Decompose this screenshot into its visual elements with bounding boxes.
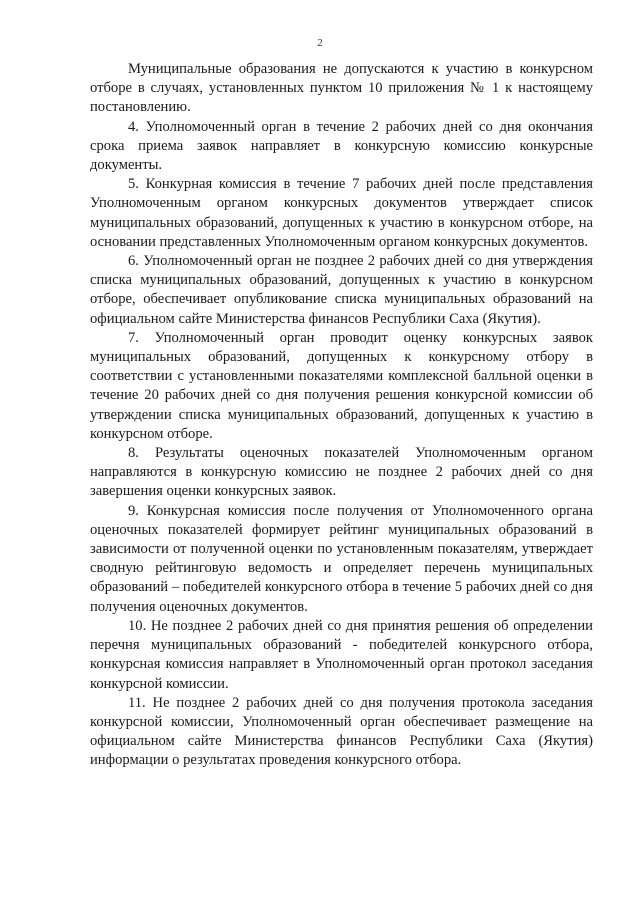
page-number: 2 — [317, 37, 323, 49]
paragraph-item-8: 8. Результаты оценочных показателей Уполномоченным органом направляются в конкурсную комиссию не позднее 2 рабочих дней со дня завершения оценки конкурсных заявок. — [90, 445, 593, 500]
paragraph-item-11: 11. Не позднее 2 рабочих дней со дня получения протокола заседания конкурсной комиссии, Уполномоченный орган обеспечивает размещение на официальном сайте Министерства финансов Республики Саха (Якутия) информации о результатах проведения конкурсного отбора. — [90, 694, 593, 769]
paragraph-item-6: 6. Уполномоченный орган не позднее 2 рабочих дней со дня утверждения списка муниципальных образований, допущенных к участию в конкурсном отборе, обеспечивает опубликование списка муниципальных образований на официальном сайте Министерства финансов Республики Саха (Якутия). — [90, 253, 593, 327]
document-body — [90, 60, 593, 771]
paragraph-item-9: 9. Конкурсная комиссия после получения от Уполномоченного органа оценочных показателей формирует рейтинг муниципальных образований в зависимости от полученной оценки по установленным показателям, утверждает сводную рейтинговую ведомость и определяет перечень муниципальных образований – победителей конкурсного отбора в течение 5 рабочих дней со дня получения оценочных документов. — [90, 502, 593, 615]
paragraph-exclusion: Муниципальные образования не допускаются к участию в конкурсном отборе в случаях, установленных пунктом 10 приложения № 1 к настоящему постановлению. — [90, 61, 593, 116]
paragraph-item-10: 10. Не позднее 2 рабочих дней со дня принятия решения об определении перечня муниципальных образований - победителей конкурсного отбора, конкурсная комиссия направляет в Уполномоченный орган протокол заседания конкурсной комиссии. — [90, 617, 593, 692]
paragraph-item-4: 4. Уполномоченный орган в течение 2 рабочих дней со дня окончания срока приема заявок направляет в конкурсную комиссию конкурсные документы. — [90, 118, 593, 174]
paragraph-item-5: 5. Конкурная комиссия в течение 7 рабочих дней после представления Уполномоченным органом конкурсных документов утверждает список муниципальных образований, допущенных к участию в конкурсном отборе, на основании представленных Уполномоченным органом конкурсных документов. — [90, 176, 593, 250]
paragraph-item-7: 7. Уполномоченный орган проводит оценку конкурсных заявок муниципальных образований, допущенных к конкурсному отбору в соответствии с установленными показателями комплексной балльной оценки в течение 20 рабочих дней со дня получения решения конкурсной комиссии об утверждении списка муниципальных образований, допущенных к участию в конкурсном отборе. — [90, 329, 593, 442]
